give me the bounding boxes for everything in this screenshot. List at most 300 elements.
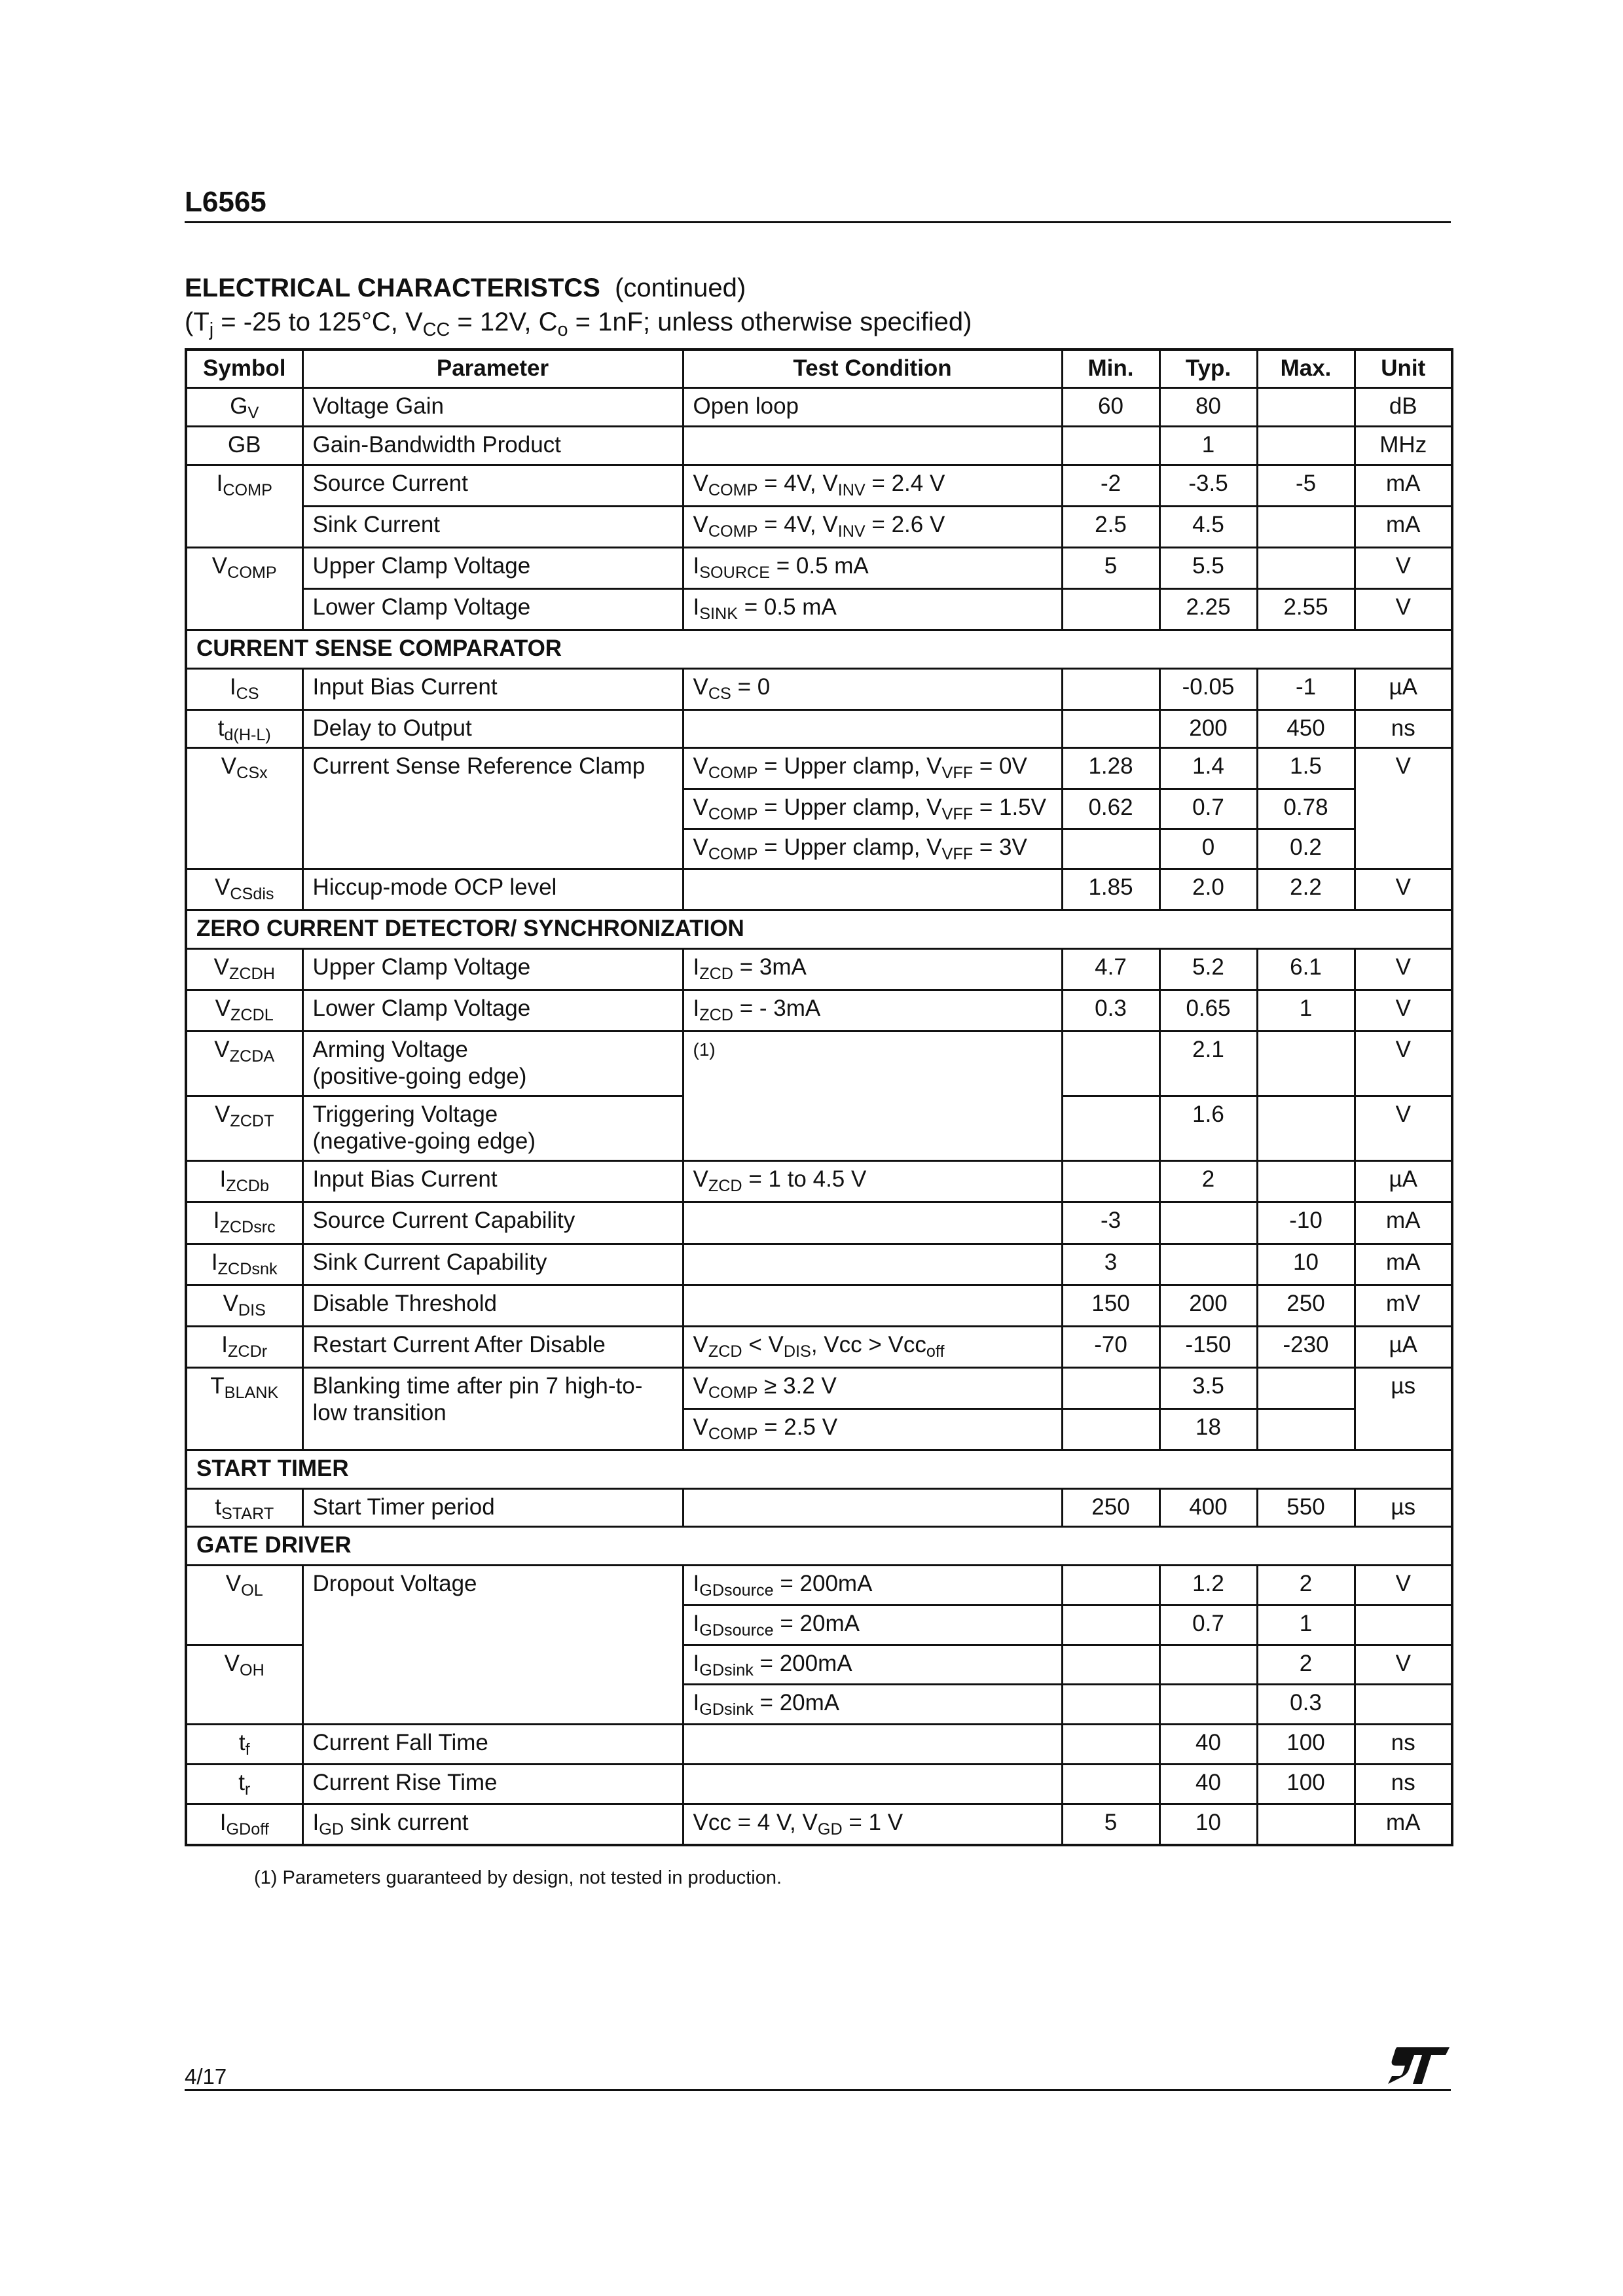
cell-min	[1062, 1160, 1159, 1202]
cell-test-condition: $I_{GDsink} = 200mA$	[683, 1645, 1062, 1684]
cell-symbol: $t_r$	[186, 1764, 302, 1804]
table-row	[186, 588, 1452, 630]
subscript: COMP	[708, 522, 758, 541]
cell-test-condition	[683, 1244, 1062, 1285]
cell-test-condition	[683, 426, 1062, 465]
cell-test-condition: $V_{ZCD} = 1$ to 4.5 V	[683, 1160, 1062, 1202]
cell-unit	[1355, 1684, 1452, 1724]
cell-test-condition: $I_{ZCD}$ = - 3mA	[683, 990, 1062, 1031]
cell-typ: 1.2	[1159, 1565, 1257, 1605]
cell-typ: -150	[1159, 1326, 1257, 1367]
cell-max: -230	[1257, 1326, 1355, 1367]
cell-test-condition: $V_{CS} = 0$	[683, 668, 1062, 709]
cell-max: -1	[1257, 668, 1355, 709]
cell-symbol: $V_{ZCDL}$	[186, 990, 302, 1031]
cell-min: 0.3	[1062, 990, 1159, 1031]
cell-unit: µA	[1355, 1160, 1452, 1202]
cell-typ: -0.05	[1159, 668, 1257, 709]
section-label: ZERO CURRENT DETECTOR/ SYNCHRONIZATION	[186, 910, 1452, 948]
cell-parameter: Delay to Output	[302, 709, 683, 747]
st-logo-icon	[1385, 2045, 1451, 2087]
table-row	[186, 1764, 1452, 1804]
section-row	[186, 910, 1452, 948]
cell-symbol: $V_{COMP}$	[186, 547, 302, 630]
cell-unit: µs	[1355, 1367, 1452, 1450]
subscript: ZCDsrc	[219, 1217, 276, 1236]
cell-parameter: Current Sense Reference Clamp	[302, 747, 683, 869]
cell-max	[1257, 547, 1355, 588]
subscript: INV	[837, 480, 866, 499]
subscript: COMP	[708, 480, 758, 499]
cell-test-condition: Open loop	[683, 387, 1062, 426]
table-row	[186, 465, 1452, 506]
section-row	[186, 1450, 1452, 1488]
cell-typ: 200	[1159, 709, 1257, 747]
cell-min	[1062, 1096, 1159, 1160]
subscript: CSdis	[230, 884, 274, 903]
cell-typ: 40	[1159, 1764, 1257, 1804]
subscript: ZCD	[699, 964, 733, 983]
subscript: CS	[236, 684, 259, 703]
cell-symbol: $V_{OL}$	[186, 1565, 302, 1645]
subscript: COMP	[708, 804, 758, 823]
cell-unit: mA	[1355, 1244, 1452, 1285]
cell-parameter: Current Rise Time	[302, 1764, 683, 1804]
cell-test-condition: $V_{COMP}$ = Upper clamp, $V_{VFF} = 3V$	[683, 829, 1062, 869]
cell-max	[1257, 1031, 1355, 1096]
cell-test-condition: $V_{COMP} = 2.5$ V	[683, 1408, 1062, 1450]
section-label: CURRENT SENSE COMPARATOR	[186, 630, 1452, 668]
cell-typ: 80	[1159, 387, 1257, 426]
cell-min	[1062, 1605, 1159, 1645]
cell-unit: V	[1355, 1096, 1452, 1160]
column-header-min: Min.	[1062, 350, 1159, 387]
cell-min: 1.28	[1062, 747, 1159, 789]
subscript: CS	[708, 684, 731, 703]
cell-typ: 0	[1159, 829, 1257, 869]
subscript: ZCDL	[230, 1005, 274, 1024]
table-row	[186, 506, 1452, 547]
subscript: INV	[837, 522, 866, 541]
table-row	[186, 1724, 1452, 1764]
cell-symbol: $I_{ZCDsnk}$	[186, 1244, 302, 1285]
cell-typ: 5.2	[1159, 948, 1257, 990]
subscript: o	[557, 319, 568, 341]
cell-unit: ns	[1355, 709, 1452, 747]
section-label: START TIMER	[186, 1450, 1452, 1488]
table-row	[186, 1367, 1452, 1408]
cell-max: 1	[1257, 1605, 1355, 1645]
subscript: j	[209, 319, 214, 341]
subscript: BLANK	[224, 1383, 279, 1402]
cell-symbol: GB	[186, 426, 302, 465]
page-number: 4/17	[185, 2064, 227, 2089]
cell-typ	[1159, 1202, 1257, 1244]
cell-parameter: Current Fall Time	[302, 1724, 683, 1764]
cell-test-condition	[683, 1285, 1062, 1326]
section-label: GATE DRIVER	[186, 1526, 1452, 1565]
cell-max: 0.78	[1257, 789, 1355, 829]
cell-typ: 400	[1159, 1488, 1257, 1526]
table-row	[186, 1244, 1452, 1285]
subscript: VFF	[941, 804, 974, 823]
cell-parameter: $I_{GD}$ sink current	[302, 1804, 683, 1845]
subscript: SINK	[699, 604, 739, 623]
cell-min: -70	[1062, 1326, 1159, 1367]
column-header-parameter: Parameter	[302, 350, 683, 387]
cell-max: 0.3	[1257, 1684, 1355, 1724]
column-header-max: Max.	[1257, 350, 1355, 387]
cell-parameter: Restart Current After Disable	[302, 1326, 683, 1367]
cell-symbol: $V_{ZCDT}$	[186, 1096, 302, 1160]
cell-symbol: $t_f$	[186, 1724, 302, 1764]
cell-test-condition: $I_{ZCD} = 3mA$	[683, 948, 1062, 990]
table-row	[186, 747, 1452, 789]
cell-unit: mA	[1355, 506, 1452, 547]
cell-parameter: Disable Threshold	[302, 1285, 683, 1326]
table-row	[186, 1285, 1452, 1326]
cell-parameter: Lower Clamp Voltage	[302, 990, 683, 1031]
subscript: COMP	[708, 1424, 758, 1443]
subscript: ZCDsnk	[217, 1259, 278, 1278]
cell-max: -10	[1257, 1202, 1355, 1244]
table-row	[186, 1031, 1452, 1096]
cell-test-condition	[683, 869, 1062, 910]
cell-min: 0.62	[1062, 789, 1159, 829]
cell-unit: V	[1355, 1645, 1452, 1684]
subscript: COMP	[708, 844, 758, 863]
cell-test-condition: $V_{COMP}$ = Upper clamp, $V_{VFF} = 1.5V$	[683, 789, 1062, 829]
cell-symbol: $I_{ZCDb}$	[186, 1160, 302, 1202]
subscript: COMP	[708, 763, 758, 782]
table-row	[186, 1160, 1452, 1202]
subscript: GDsource	[699, 1581, 774, 1600]
subscript: GDsink	[699, 1700, 754, 1719]
cell-test-condition: $V_{COMP} = 4V$, $V_{INV} = 2.4$ V	[683, 465, 1062, 506]
cell-symbol: $t_{START}$	[186, 1488, 302, 1526]
subscript: COMP	[223, 480, 272, 499]
subscript: VFF	[941, 844, 974, 863]
footer-divider	[185, 2089, 1451, 2091]
cell-typ: 2.0	[1159, 869, 1257, 910]
cell-max: 550	[1257, 1488, 1355, 1526]
cell-min: 5	[1062, 547, 1159, 588]
cell-unit: mA	[1355, 1202, 1452, 1244]
cell-typ: -3.5	[1159, 465, 1257, 506]
cell-unit: µA	[1355, 668, 1452, 709]
cell-parameter: Sink Current	[302, 506, 683, 547]
electrical-characteristics-table	[185, 348, 1453, 1846]
table-row	[186, 547, 1452, 588]
cell-max	[1257, 1367, 1355, 1408]
subscript: ZCD	[699, 1005, 733, 1024]
subscript: ZCDT	[230, 1111, 274, 1130]
cell-max: 250	[1257, 1285, 1355, 1326]
subscript: GDoff	[226, 1820, 269, 1839]
cell-parameter: Triggering Voltage (negative-going edge)	[302, 1096, 683, 1160]
subscript: DIS	[783, 1342, 811, 1361]
cell-unit: ns	[1355, 1764, 1452, 1804]
cell-min: 3	[1062, 1244, 1159, 1285]
cell-symbol: $t_{d(H-L)}$	[186, 709, 302, 747]
document-title: L6565	[185, 186, 266, 218]
cell-min	[1062, 1724, 1159, 1764]
cell-parameter: Source Current	[302, 465, 683, 506]
cell-parameter: Input Bias Current	[302, 1160, 683, 1202]
cell-min	[1062, 1408, 1159, 1450]
cell-symbol: $V_{DIS}$	[186, 1285, 302, 1326]
cell-unit: MHz	[1355, 426, 1452, 465]
cell-min: 2.5	[1062, 506, 1159, 547]
cell-typ: 5.5	[1159, 547, 1257, 588]
cell-min: -2	[1062, 465, 1159, 506]
subscript: ZCDb	[226, 1176, 269, 1195]
cell-max: 450	[1257, 709, 1355, 747]
subscript: COMP	[227, 563, 277, 582]
footnote: (1) Parameters guaranteed by design, not tested in production.	[254, 1867, 782, 1888]
subscript: CC	[422, 319, 450, 341]
cell-unit: V	[1355, 948, 1452, 990]
table-row	[186, 387, 1452, 426]
cell-unit: V	[1355, 547, 1452, 588]
cell-test-condition	[683, 1724, 1062, 1764]
table-row	[186, 1565, 1452, 1605]
cell-test-condition: $V_{COMP} = 4V$, $V_{INV} = 2.6$ V	[683, 506, 1062, 547]
cell-test-condition: (1)	[683, 1031, 1062, 1160]
cell-max	[1257, 1408, 1355, 1450]
cell-typ: 0.65	[1159, 990, 1257, 1031]
cell-unit: ns	[1355, 1724, 1452, 1764]
cell-unit: µs	[1355, 1488, 1452, 1526]
cell-unit: V	[1355, 588, 1452, 630]
cell-max: 2.2	[1257, 869, 1355, 910]
cell-max: 1	[1257, 990, 1355, 1031]
cell-symbol: $G_V$	[186, 387, 302, 426]
section-title-suffix: (continued)	[615, 274, 746, 302]
subscript: ZCDH	[228, 964, 275, 983]
column-header-typ: Typ.	[1159, 350, 1257, 387]
cell-min: 250	[1062, 1488, 1159, 1526]
cell-unit: V	[1355, 869, 1452, 910]
subscript: ZCDA	[229, 1047, 275, 1066]
cell-unit: V	[1355, 1031, 1452, 1096]
cell-min	[1062, 1565, 1159, 1605]
cell-parameter: Upper Clamp Voltage	[302, 547, 683, 588]
cell-symbol: $I_{COMP}$	[186, 465, 302, 547]
cell-symbol: $I_{CS}$	[186, 668, 302, 709]
cell-test-condition: $I_{GDsource} = 20mA$	[683, 1605, 1062, 1645]
subscript: GD	[817, 1820, 843, 1839]
section-row	[186, 1526, 1452, 1565]
cell-test-condition	[683, 1202, 1062, 1244]
cell-typ: 0.7	[1159, 1605, 1257, 1645]
cell-min: 1.85	[1062, 869, 1159, 910]
cell-symbol: $V_{ZCDH}$	[186, 948, 302, 990]
cell-typ: 200	[1159, 1285, 1257, 1326]
cell-typ: 2.25	[1159, 588, 1257, 630]
cell-min	[1062, 1764, 1159, 1804]
cell-parameter: Arming Voltage (positive-going edge)	[302, 1031, 683, 1096]
cell-typ: 18	[1159, 1408, 1257, 1450]
subscript: CSx	[236, 763, 268, 782]
table-row	[186, 426, 1452, 465]
cell-max: 1.5	[1257, 747, 1355, 789]
cell-typ	[1159, 1684, 1257, 1724]
cell-unit: dB	[1355, 387, 1452, 426]
cell-parameter: Blanking time after pin 7 high-to- low transition	[302, 1367, 683, 1450]
section-row	[186, 630, 1452, 668]
table-row	[186, 1326, 1452, 1367]
cell-unit: V	[1355, 990, 1452, 1031]
table-row	[186, 990, 1452, 1031]
cell-min	[1062, 1645, 1159, 1684]
subscript: OH	[240, 1660, 264, 1679]
header-divider	[185, 221, 1451, 223]
cell-max: -5	[1257, 465, 1355, 506]
subscript: GDsink	[699, 1660, 754, 1679]
cell-typ: 1.4	[1159, 747, 1257, 789]
cell-parameter: Source Current Capability	[302, 1202, 683, 1244]
cell-max: 6.1	[1257, 948, 1355, 990]
subscript: GDsource	[699, 1621, 774, 1640]
cell-test-condition	[683, 709, 1062, 747]
cell-min: 60	[1062, 387, 1159, 426]
cell-typ: 4.5	[1159, 506, 1257, 547]
subscript: ZCD	[708, 1342, 742, 1361]
cell-min: 4.7	[1062, 948, 1159, 990]
cell-min	[1062, 1367, 1159, 1408]
table-row	[186, 709, 1452, 747]
cell-typ	[1159, 1244, 1257, 1285]
cell-min	[1062, 1684, 1159, 1724]
cell-unit: mV	[1355, 1285, 1452, 1326]
cell-test-condition: $V_{COMP}$ = Upper clamp, $V_{VFF} = 0V$	[683, 747, 1062, 789]
cell-parameter: Dropout Voltage	[302, 1565, 683, 1724]
cell-typ: 3.5	[1159, 1367, 1257, 1408]
table-header-row	[186, 350, 1452, 387]
cell-test-condition: $I_{SINK} = 0.5$ mA	[683, 588, 1062, 630]
subscript: V	[247, 403, 259, 422]
table-row	[186, 1202, 1452, 1244]
cell-symbol: $I_{ZCDsrc}$	[186, 1202, 302, 1244]
cell-min	[1062, 829, 1159, 869]
column-header-unit: Unit	[1355, 350, 1452, 387]
cell-typ	[1159, 1645, 1257, 1684]
subscript: ZCDr	[228, 1342, 268, 1361]
cell-symbol: $T_{BLANK}$	[186, 1367, 302, 1450]
cell-max	[1257, 1160, 1355, 1202]
cell-symbol: $I_{ZCDr}$	[186, 1326, 302, 1367]
cell-parameter: Voltage Gain	[302, 387, 683, 426]
subscript: SOURCE	[699, 563, 770, 582]
cell-unit: mA	[1355, 1804, 1452, 1845]
cell-symbol: $V_{CSdis}$	[186, 869, 302, 910]
section-title: ELECTRICAL CHARACTERISTCS	[185, 274, 600, 302]
cell-min	[1062, 668, 1159, 709]
cell-parameter: Upper Clamp Voltage	[302, 948, 683, 990]
cell-parameter: Start Timer period	[302, 1488, 683, 1526]
cell-max	[1257, 506, 1355, 547]
subscript: ZCD	[708, 1176, 742, 1195]
cell-min	[1062, 588, 1159, 630]
cell-symbol: $V_{ZCDA}$	[186, 1031, 302, 1096]
table-row	[186, 1488, 1452, 1526]
subscript: off	[926, 1342, 945, 1361]
cell-typ: 2.1	[1159, 1031, 1257, 1096]
subscript: d(H-L)	[224, 725, 271, 744]
cell-unit: mA	[1355, 465, 1452, 506]
cell-min: 5	[1062, 1804, 1159, 1845]
table-row	[186, 869, 1452, 910]
cell-test-condition: $V_{COMP} \ge 3.2$ V	[683, 1367, 1062, 1408]
cell-symbol: $V_{CSx}$	[186, 747, 302, 869]
cell-unit: V	[1355, 1565, 1452, 1605]
cell-parameter: Input Bias Current	[302, 668, 683, 709]
cell-unit: V	[1355, 747, 1452, 869]
column-header-symbol: Symbol	[186, 350, 302, 387]
table-row	[186, 1804, 1452, 1845]
cell-max	[1257, 1096, 1355, 1160]
cell-max	[1257, 387, 1355, 426]
cell-test-condition: $I_{SOURCE} = 0.5$ mA	[683, 547, 1062, 588]
subscript: OL	[241, 1581, 263, 1600]
cell-typ: 1.6	[1159, 1096, 1257, 1160]
cell-max: 10	[1257, 1244, 1355, 1285]
cell-test-condition	[683, 1764, 1062, 1804]
cell-unit	[1355, 1605, 1452, 1645]
cell-typ: 40	[1159, 1724, 1257, 1764]
cell-min	[1062, 709, 1159, 747]
cell-max: 2	[1257, 1645, 1355, 1684]
cell-typ: 1	[1159, 426, 1257, 465]
cell-typ: 2	[1159, 1160, 1257, 1202]
cell-test-condition: $V_{ZCD} < V_{DIS}$, Vcc > Vcc$_{off}$	[683, 1326, 1062, 1367]
cell-max: 100	[1257, 1724, 1355, 1764]
cell-min	[1062, 1031, 1159, 1096]
cell-parameter: Sink Current Capability	[302, 1244, 683, 1285]
cell-test-condition: Vcc = 4 V, $V_{GD} = 1$ V	[683, 1804, 1062, 1845]
table-row	[186, 668, 1452, 709]
cell-unit: µA	[1355, 1326, 1452, 1367]
cell-min: -3	[1062, 1202, 1159, 1244]
cell-typ: 10	[1159, 1804, 1257, 1845]
subscript: f	[245, 1740, 250, 1759]
subscript: START	[221, 1504, 274, 1523]
cell-max	[1257, 1804, 1355, 1845]
subscript: GD	[319, 1820, 344, 1839]
cell-min	[1062, 426, 1159, 465]
subscript: COMP	[708, 1383, 758, 1402]
cell-symbol: $V_{OH}$	[186, 1645, 302, 1724]
cell-test-condition: $I_{GDsink} = 20mA$	[683, 1684, 1062, 1724]
cell-test-condition: $I_{GDsource} = 200mA$	[683, 1565, 1062, 1605]
cell-max	[1257, 426, 1355, 465]
subscript: DIS	[238, 1300, 266, 1319]
cell-max: 2.55	[1257, 588, 1355, 630]
test-conditions-note: ($T_j = -25$ to 125°C, $V_{CC} = 12V$, $C_o = 1nF$; unless otherwise specified)	[185, 308, 972, 341]
column-header-test-condition: Test Condition	[683, 350, 1062, 387]
cell-parameter: Lower Clamp Voltage	[302, 588, 683, 630]
cell-test-condition	[683, 1488, 1062, 1526]
cell-max: 2	[1257, 1565, 1355, 1605]
cell-max: 100	[1257, 1764, 1355, 1804]
section-heading	[185, 274, 746, 303]
subscript: r	[244, 1780, 251, 1799]
subscript: VFF	[941, 763, 974, 782]
cell-parameter: Hiccup-mode OCP level	[302, 869, 683, 910]
cell-typ: 0.7	[1159, 789, 1257, 829]
cell-max: 0.2	[1257, 829, 1355, 869]
